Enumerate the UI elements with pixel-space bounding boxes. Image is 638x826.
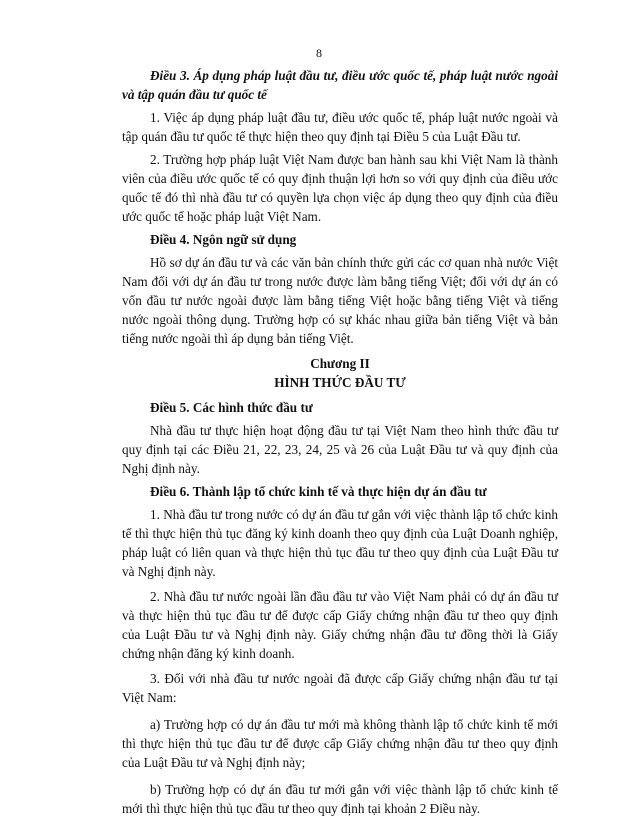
article-6-heading: Điều 6. Thành lập tổ chức kinh tế và thực hiện dự án đầu tư: [150, 484, 487, 499]
article-4-paragraph-1: Hồ sơ dự án đầu tư và các văn bản chính thức gửi các cơ quan nhà nước Việt Nam đối với dự án đầu tư trong nước được làm bằng tiếng Việt; đối với dự án có vốn đầu tư nước ngoài được làm bằng tiếng Việt hoặc bằng tiếng Việt và tiếng nước ngoài thông dụng. Trường hợp có sự khác nhau giữa bản tiếng Việt và bản tiếng nước ngoài thì áp dụng bản tiếng Việt.: [122, 255, 558, 346]
article-3-heading: Điều 3. Áp dụng pháp luật đầu tư, điều ước quốc tế, pháp luật nước ngoài và tập quán đầu tư quốc tế: [122, 68, 558, 102]
article-3-paragraph-2: 2. Trường hợp pháp luật Việt Nam được ban hành sau khi Việt Nam là thành viên của điều ước quốc tế có quy định thuận lợi hơn so với quy định của điều ước quốc tế đó thì nhà đầu tư có quyền lựa chọn việc áp dụng theo quy định của điều ước quốc tế hoặc pháp luật Việt Nam.: [122, 152, 558, 224]
article-4-heading: Điều 4. Ngôn ngữ sử dụng: [150, 232, 297, 247]
article-5-heading: Điều 5. Các hình thức đầu tư: [150, 400, 313, 415]
article-6-paragraph-2: 2. Nhà đầu tư nước ngoài lần đầu đầu tư vào Việt Nam phải có dự án đầu tư và thực hiện thủ tục đầu tư để được cấp Giấy chứng nhận đầu tư theo quy định của Luật Đầu tư và Nghị định này. Giấy chứng nhận đầu tư đồng thời là Giấy chứng nhận đăng ký kinh doanh.: [122, 589, 558, 661]
document-body: [122, 66, 558, 818]
chapter-number: Chương II: [310, 356, 370, 371]
page-number: 8: [316, 46, 322, 60]
chapter-title: HÌNH THỨC ĐẦU TƯ: [274, 375, 406, 390]
article-5-paragraph-1: Nhà đầu tư thực hiện hoạt động đầu tư tại Việt Nam theo hình thức đầu tư quy định tại các Điều 21, 22, 23, 24, 25 và 26 của Luật Đầu tư và quy định của Nghị định này.: [122, 423, 558, 476]
article-3-paragraph-1: 1. Việc áp dụng pháp luật đầu tư, điều ước quốc tế, pháp luật nước ngoài và tập quán đầu tư quốc tế thực hiện theo quy định tại Điều 5 của Luật Đầu tư.: [122, 110, 558, 144]
article-6-paragraph-3: 3. Đối với nhà đầu tư nước ngoài đã được cấp Giấy chứng nhận đầu tư tại Việt Nam:: [122, 671, 558, 705]
article-6-point-b: b) Trường hợp có dự án đầu tư mới gắn với việc thành lập tổ chức kinh tế mới thì thực hiện thủ tục đầu tư theo quy định tại khoản 2 Điều này.: [122, 782, 558, 816]
article-6-point-a: a) Trường hợp có dự án đầu tư mới mà không thành lập tổ chức kinh tế mới thì thực hiện thủ tục đầu tư để được cấp Giấy chứng nhận đầu tư theo quy định của Luật Đầu tư và Nghị định này;: [122, 717, 558, 770]
article-6-paragraph-1: 1. Nhà đầu tư trong nước có dự án đầu tư gắn với việc thành lập tổ chức kinh tế thì thực hiện thủ tục đăng ký kinh doanh theo quy định của Luật Doanh nghiệp, pháp luật có liên quan và thực hiện thủ tục đầu tư theo quy định của Luật Đầu tư và Nghị định này.: [122, 507, 558, 579]
